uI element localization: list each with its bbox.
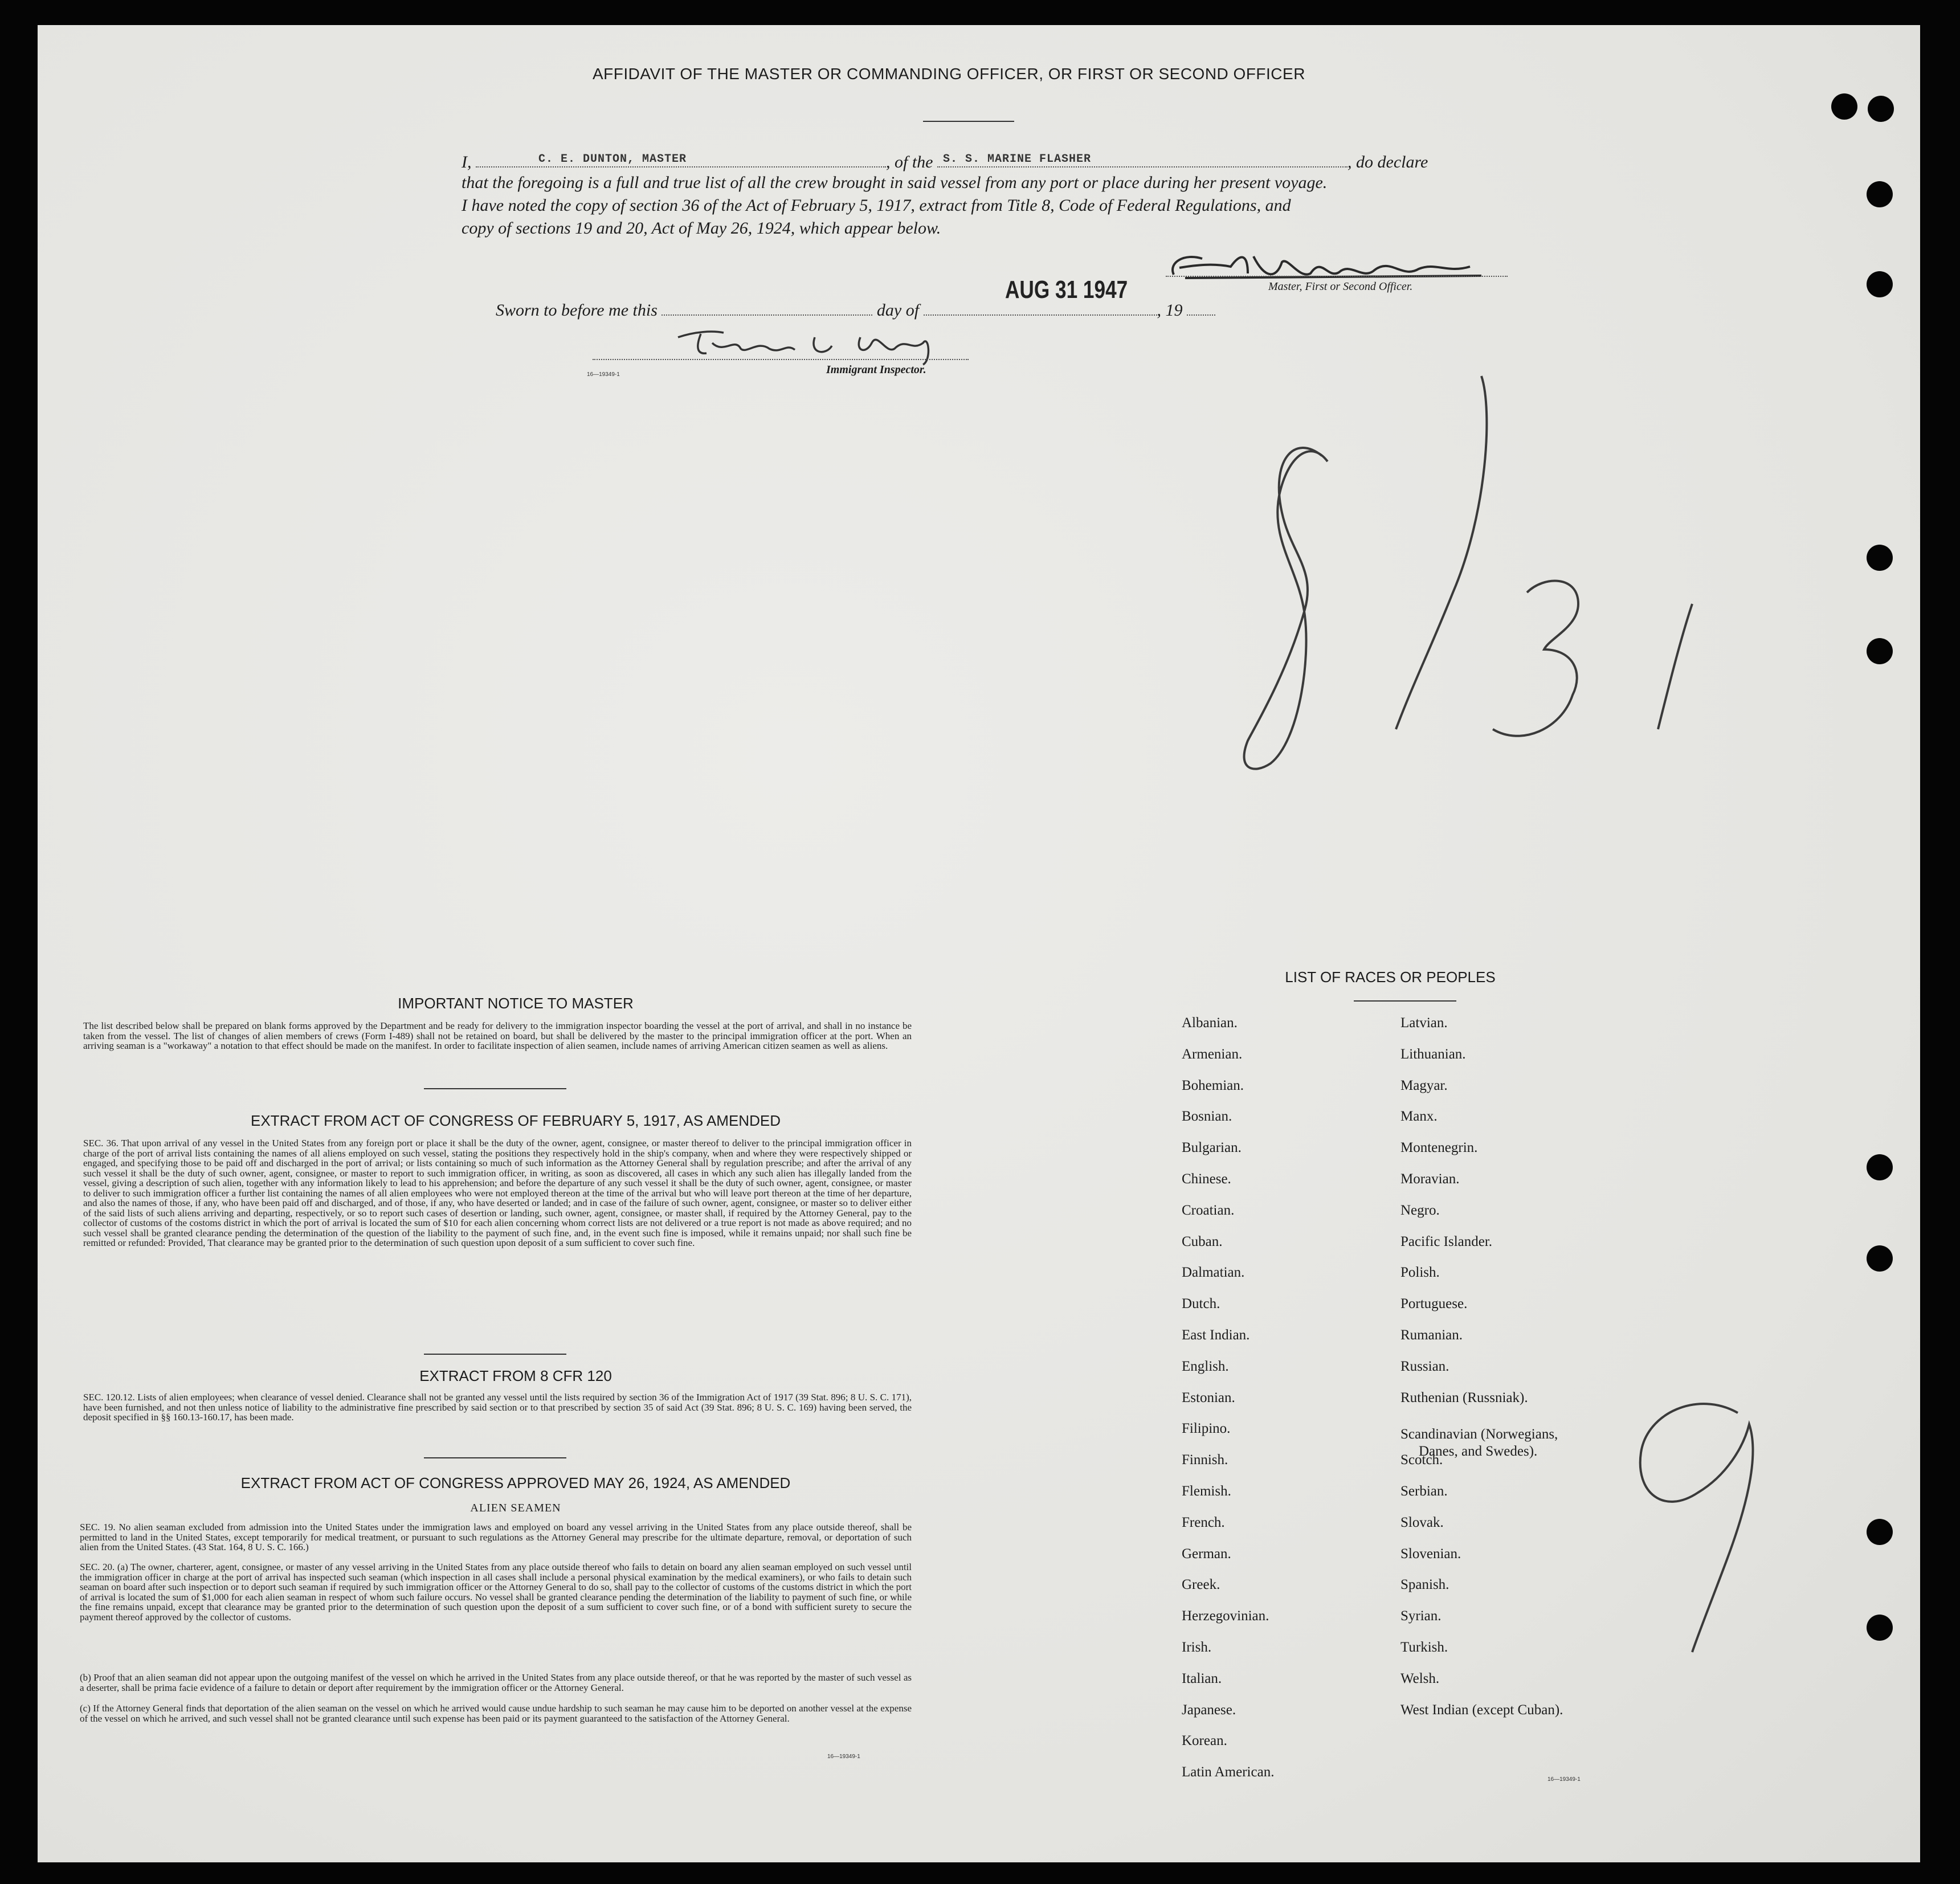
- master-name-field: [476, 153, 886, 167]
- handwritten-date-mark: [1225, 365, 1704, 820]
- race-item: Italian.: [1182, 1670, 1222, 1686]
- race-item: Flemish.: [1182, 1484, 1231, 1499]
- race-item: Portuguese.: [1400, 1296, 1468, 1312]
- sworn-mid: day of: [876, 301, 920, 320]
- notice-title: IMPORTANT NOTICE TO MASTER: [398, 995, 634, 1012]
- declaration-text-line: that the foregoing is a full and true list of all the crew brought in said vessel from any port or place during her present voyage.: [462, 173, 1328, 192]
- race-item: Montenegrin.: [1400, 1140, 1478, 1156]
- race-item: Finnish.: [1182, 1452, 1228, 1468]
- handwritten-page-mark: [1630, 1390, 1789, 1664]
- sworn-day-field: [662, 301, 872, 316]
- race-item: Danes, and Swedes).: [1419, 1444, 1538, 1460]
- section-divider: [424, 1088, 566, 1089]
- race-item: Herzegovinian.: [1182, 1608, 1269, 1624]
- race-item: Moravian.: [1400, 1171, 1460, 1187]
- race-item: Russian.: [1400, 1358, 1449, 1374]
- punch-hole: [1868, 96, 1894, 122]
- race-item: Manx.: [1400, 1109, 1438, 1125]
- declaration-text-line: copy of sections 19 and 20, Act of May 26, 1924, which appear below.: [462, 219, 941, 238]
- vessel-name-field: [937, 153, 1348, 167]
- race-item: Turkish.: [1400, 1640, 1448, 1655]
- punch-hole: [1867, 1519, 1893, 1545]
- extract-1924-sec20c: (c) If the Attorney General finds that deportation of the alien seaman on the vessel on which he arrived would cause undue hardship to such seaman he may cause him to be deported on another vessel at the expense of the vessel on which he arrived, and such vessel shall not be granted clearance until such expense has been paid or its payment guaranteed to the satisfaction of the Attorney General.: [80, 1703, 912, 1724]
- punch-hole: [1867, 1615, 1893, 1641]
- extract-1924-subtitle: ALIEN SEAMEN: [470, 1502, 561, 1514]
- inspector-signature-line: [593, 359, 969, 360]
- race-item: West Indian (except Cuban).: [1400, 1702, 1563, 1718]
- race-item: Serbian.: [1400, 1484, 1448, 1499]
- extract-1917-text: SEC. 36. That upon arrival of any vessel in the United States from any foreign port or place it shall be the duty of the owner, agent, consignee, or master thereof to deliver to the principal immigration officer in charge of the port of arrival lists containing the names of all aliens employed on such vessel, stating the positions they respectively hold in the ship's company, when and where they were respectively shipped or engaged, and specifying those to be paid off and discharged in the port of arrival; or lists containing so much of such information as the Attorney General shall by regulation prescribe; and after the arrival of any such vessel it shall be the duty of such owner, agent, consignee, or master to report to such immigration officer, in writing, as soon as discovered, all cases in which any such alien has illegally landed from the vessel, giving a description of such alien, together with any information likely to lead to his apprehension; and before the departure of any such vessel it shall be the duty of such owner, agent, consignee, or master to deliver to such immigration officer a further list containing the names of all alien employees who were not employed thereon at the time of the arrival but who will leave port thereon at the time of her departure, and also the names of those, if any, who have been paid off and discharged, and of those, if any, who have deserted or landed; and in case of the failure of such owner, agent, consignee, or master so to deliver either of the said lists of such aliens arriving and departing, respectively, or so to report such cases of desertion or landing, such owner, agent, consignee, or master shall, if required by the Attorney General, pay to the collector of customs of the costoms district in which the port of arrival is located the sum of $10 for each alien concerning whom correct lists are not delivered or a true report is not made as above required; and no such vessel shall be granted clearance pending the determination of the question of the liability to the payment of such fine, and, in the event such fine is imposed, while it remains unpaid; nor shall such fine be remitted or refunded: Provided, That clearance may be granted prior to the determination of such question upon deposit of a sum sufficient to cover such fine.: [83, 1138, 912, 1248]
- extract-1924-sec19: SEC. 19. No alien seaman excluded from admission into the United States under the immigration laws and employed on board any vessel arriving in the United States from any place outside thereof, shall be permitted to land in the United States, except temporarily for medical treatment, or pursuant to such regulations as the Attorney General may prescribe for the ultimate departure, removal, or deportation of such alien from the United States. (43 Stat. 164, 8 U. S. C. 166.): [80, 1522, 912, 1552]
- race-item: German.: [1182, 1546, 1231, 1562]
- title-divider: [923, 121, 1014, 122]
- sworn-suffix: , 19: [1157, 301, 1183, 320]
- extract-1917-title: EXTRACT FROM ACT OF CONGRESS OF FEBRUARY 5, 1917, AS AMENDED: [251, 1112, 781, 1129]
- race-item: Estonian.: [1182, 1389, 1235, 1405]
- race-item: Filipino.: [1182, 1421, 1231, 1437]
- punch-hole: [1867, 545, 1893, 571]
- extract-1924-title: EXTRACT FROM ACT OF CONGRESS APPROVED MAY 26, 1924, AS AMENDED: [240, 1474, 791, 1491]
- race-item: Lithuanian.: [1400, 1046, 1466, 1062]
- race-item: Cuban.: [1182, 1233, 1223, 1249]
- race-item: Dalmatian.: [1182, 1265, 1245, 1281]
- race-item: Korean.: [1182, 1733, 1227, 1749]
- race-item: Magyar.: [1400, 1077, 1448, 1093]
- race-item: Rumanian.: [1400, 1327, 1463, 1343]
- vessel-name-value: S. S. MARINE FLASHER: [943, 153, 1092, 166]
- extract-1924-sec20b: (b) Proof that an alien seaman did not appear upon the outgoing manifest of the vessel on which he arrived in the United States from any place outside thereof, or that he was reported by the master of such vessel as a deserter, shall be prima facie evidence of a failure to detain or deport after requirement by the immigration officer or the Attorney General.: [80, 1672, 912, 1693]
- punch-hole: [1867, 271, 1893, 297]
- race-item: Slovak.: [1400, 1514, 1444, 1530]
- affidavit-title: AFFIDAVIT OF THE MASTER OR COMMANDING OFFICER, OR FIRST OR SECOND OFFICER: [593, 65, 1305, 83]
- extract-cfr-text: SEC. 120.12. Lists of alien employees; when clearance of vessel denied. Clearance shall not be granted any vessel until the lists required by section 36 of the Immigration Act of 1917 (39 Stat. 896; 8 U. S. C. 171), have been furnished, and not then unless notice of liability to the administrative fine prescribed by said section or to that prescribed by section 35 of said Act (39 Stat. 896; 8 U. S. C. 169) having been served, the deposit specified in §§ 160.13-160.17, has been made.: [83, 1392, 912, 1423]
- race-item: Polish.: [1400, 1265, 1440, 1281]
- affidavit-declaration-line: [462, 153, 1510, 171]
- race-item: Latvian.: [1400, 1015, 1448, 1031]
- race-item: Slovenian.: [1400, 1546, 1461, 1562]
- race-item: Scotch.: [1400, 1452, 1443, 1468]
- date-stamp: AUG 31 1947: [1005, 276, 1128, 304]
- notice-text: The list described below shall be prepared on blank forms approved by the Department and be ready for delivery to the immigration inspector boarding the vessel at the port of arrival, and shall in no instance be taken from the vessel. The list of changes of alien members of crews (Form I-489) shall not be retained on board, but shall be delivered by the master to the principal immigration officer at the port. When an arriving seaman is a "workaway" a notation to that effect should be made on the manifest. In order to facilitate inspection of alien seamen, include names of arriving American citizen seamen as well as aliens.: [83, 1020, 912, 1051]
- race-item: Welsh.: [1400, 1670, 1440, 1686]
- master-caption: Master, First or Second Officer.: [1268, 280, 1413, 293]
- declaration-suffix: , do declare: [1348, 153, 1428, 171]
- section-divider: [424, 1457, 566, 1458]
- race-item: Bosnian.: [1182, 1109, 1232, 1125]
- declaration-prefix: I,: [462, 153, 472, 171]
- master-signature-line: [1166, 276, 1508, 277]
- race-item: Latin American.: [1182, 1764, 1275, 1780]
- declaration-mid: , of the: [886, 153, 933, 171]
- race-item: Armenian.: [1182, 1046, 1243, 1062]
- punch-hole: [1867, 638, 1893, 664]
- form-number: 16—19349-1: [827, 1754, 860, 1760]
- race-item: Pacific Islander.: [1400, 1233, 1493, 1249]
- form-number: 16—19349-1: [587, 371, 620, 378]
- extract-cfr-title: EXTRACT FROM 8 CFR 120: [419, 1367, 612, 1384]
- punch-hole: [1831, 93, 1857, 120]
- race-item: Spanish.: [1400, 1577, 1449, 1593]
- race-item: English.: [1182, 1358, 1229, 1374]
- race-item: Bohemian.: [1182, 1077, 1244, 1093]
- punch-hole: [1867, 181, 1893, 207]
- race-item: Negro.: [1400, 1202, 1440, 1218]
- race-item: Syrian.: [1400, 1608, 1442, 1624]
- declaration-text-line: I have noted the copy of section 36 of the Act of February 5, 1917, extract from Title 8, Code of Federal Regulations, and: [462, 196, 1291, 215]
- race-item: Albanian.: [1182, 1015, 1238, 1031]
- race-item: Irish.: [1182, 1640, 1212, 1655]
- race-item: French.: [1182, 1514, 1225, 1530]
- punch-hole: [1867, 1154, 1893, 1180]
- section-divider: [1354, 1000, 1456, 1002]
- punch-hole: [1867, 1245, 1893, 1272]
- race-item: East Indian.: [1182, 1327, 1250, 1343]
- race-item: Chinese.: [1182, 1171, 1231, 1187]
- sworn-prefix: Sworn to before me this: [496, 301, 658, 320]
- race-item: Japanese.: [1182, 1702, 1236, 1718]
- race-item: Croatian.: [1182, 1202, 1235, 1218]
- form-number: 16—19349-1: [1547, 1776, 1581, 1783]
- race-item: Greek.: [1182, 1577, 1220, 1593]
- inspector-caption: Immigrant Inspector.: [826, 363, 926, 376]
- race-item: Scandinavian (Norwegians,: [1400, 1427, 1558, 1442]
- race-item: Ruthenian (Russniak).: [1400, 1389, 1528, 1405]
- master-name-value: C. E. DUNTON, MASTER: [538, 153, 687, 166]
- race-item: Dutch.: [1182, 1296, 1220, 1312]
- sworn-year-field: [1187, 301, 1215, 316]
- races-title: LIST OF RACES OR PEOPLES: [1285, 968, 1496, 986]
- section-divider: [424, 1354, 566, 1355]
- extract-1924-sec20a: SEC. 20. (a) The owner, charterer, agent, consignee, or master of any vessel arriving in the United States from any place outside thereof who fails to detain on board any alien seaman employed on such vessel until the immigration officer in charge at the port of arrival has inspected such seaman (which inspection in all cases shall include a personal physical examination by the medical examiners), or who fails to detain such seaman on board after such inspection or to deport such seaman if required by such immigration officer or the Attorney General to do so, shall pay to the collector of customs of the customs district in which the port of arrival is located the sum of $1,000 for each alien seaman in respect of whom such failure occurs. No vessel shall be granted clearance pending the determination of the liability to payment of such fine, or while the fine remains unpaid, except that clearance may be granted prior to the determination of such question upon the deposit of a sum sufficient to cover such fine, or of a bond with sufficient surety to secure the payment thereof approved by the collector of customs.: [80, 1562, 912, 1623]
- race-item: Bulgarian.: [1182, 1140, 1242, 1156]
